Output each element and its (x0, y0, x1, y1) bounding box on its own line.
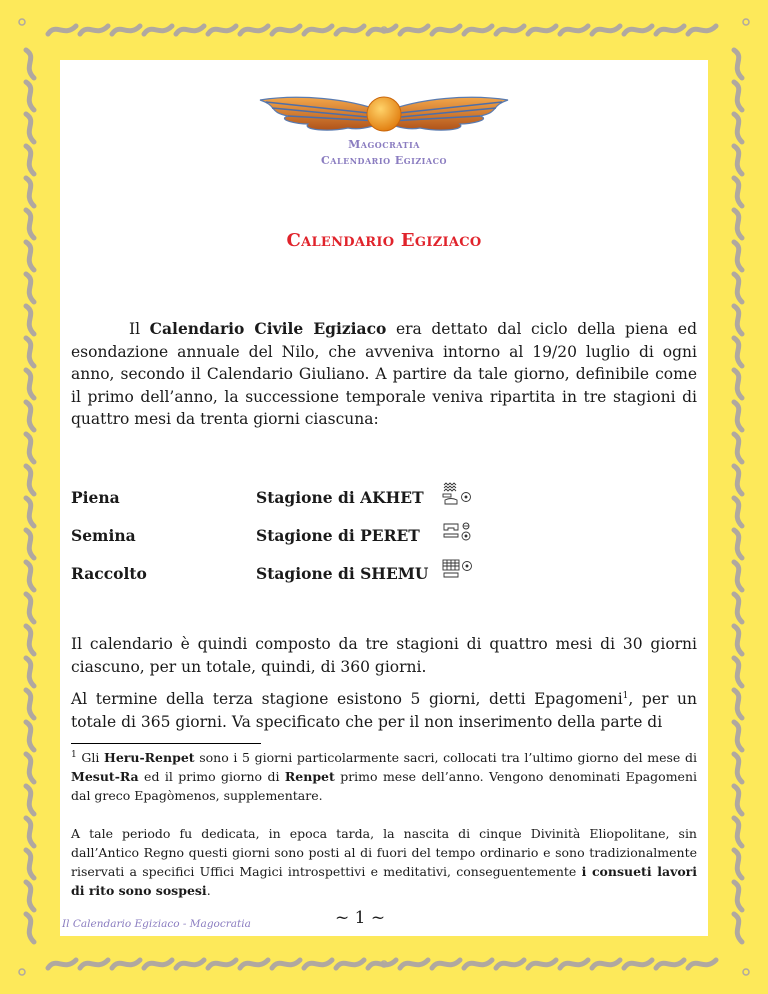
footnote-1: $^1$ Gli Heru-Renpet sono i 5 giorni particolarmente sacri, collocati tra l’ultimo giorno del mese di Mesut-Ra ed il primo giorno di Renpet primo mese dell’anno. Vengono denominati Epagomeni dal greco Epagòmenos, supplementare. (71, 749, 697, 803)
season-row-peret (71, 526, 697, 564)
border-dot (743, 19, 749, 25)
season-label: Piena (71, 488, 120, 507)
season-name: Stagione di SHEMU (256, 564, 429, 583)
season-row-akhet (71, 488, 697, 526)
page-number: ~ 1 ~ (335, 908, 386, 928)
org-name: Magocratia (348, 138, 420, 151)
border-dot (19, 969, 25, 975)
border-wave (26, 50, 34, 942)
intro-paragraph: Il Calendario Civile Egiziaco era dettato dal ciclo della piena ed esondazione annuale del Nilo, che avveniva intorno al 19/20 luglio di ogni anno, secondo il Calendario Giuliano. A partire da tale giorno, definibile come il primo dell’anno, la successione temporale veniva ripartita in tre stagioni di quattro mesi da trenta giorni ciascuna: (71, 319, 697, 428)
page-content (60, 60, 708, 936)
season-label: Semina (71, 526, 136, 545)
footnote-divider (71, 743, 261, 744)
footnote-ref[interactable]: 1 (622, 690, 629, 701)
peret-hieroglyph-icon (441, 520, 477, 546)
akhet-hieroglyph-icon (441, 482, 477, 508)
season-row-shemu (71, 564, 697, 602)
border-dot (743, 969, 749, 975)
page-title: Calendario Egiziaco (286, 230, 482, 251)
footer-title: Il Calendario Egiziaco - Magocratia (62, 918, 251, 930)
footnote-1-continued: A tale periodo fu dedicata, in epoca tarda, la nascita di cinque Divinità Eliopolitane, sin dall’Antico Regno questi giorni sono posti al di fuori del tempo ordinario e sono tradizionalmente riservati a specifici Uffici Magici introspettivi e meditativi, conseguentemente i consueti lavori di rito sono sospesi. (71, 826, 697, 898)
border-wave (734, 50, 742, 942)
shemu-hieroglyph-icon (441, 558, 477, 584)
season-name: Stagione di PERET (256, 526, 420, 545)
paragraph-epagomeni: Al termine della terza stagione esistono 5 giorni, detti Epagomeni$^1$, per un totale di 365 giorni. Va specificato che per il non inserimento della parte di (71, 690, 697, 731)
org-subtitle: Calendario Egiziaco (321, 154, 447, 167)
seasons-list (71, 488, 697, 602)
season-name: Stagione di AKHET (256, 488, 424, 507)
border-dot (19, 19, 25, 25)
paragraph-total-days: Il calendario è quindi composto da tre stagioni di quattro mesi di 30 giorni ciascuno, per un totale, quindi, di 360 giorni. (71, 635, 697, 676)
season-label: Raccolto (71, 564, 147, 583)
